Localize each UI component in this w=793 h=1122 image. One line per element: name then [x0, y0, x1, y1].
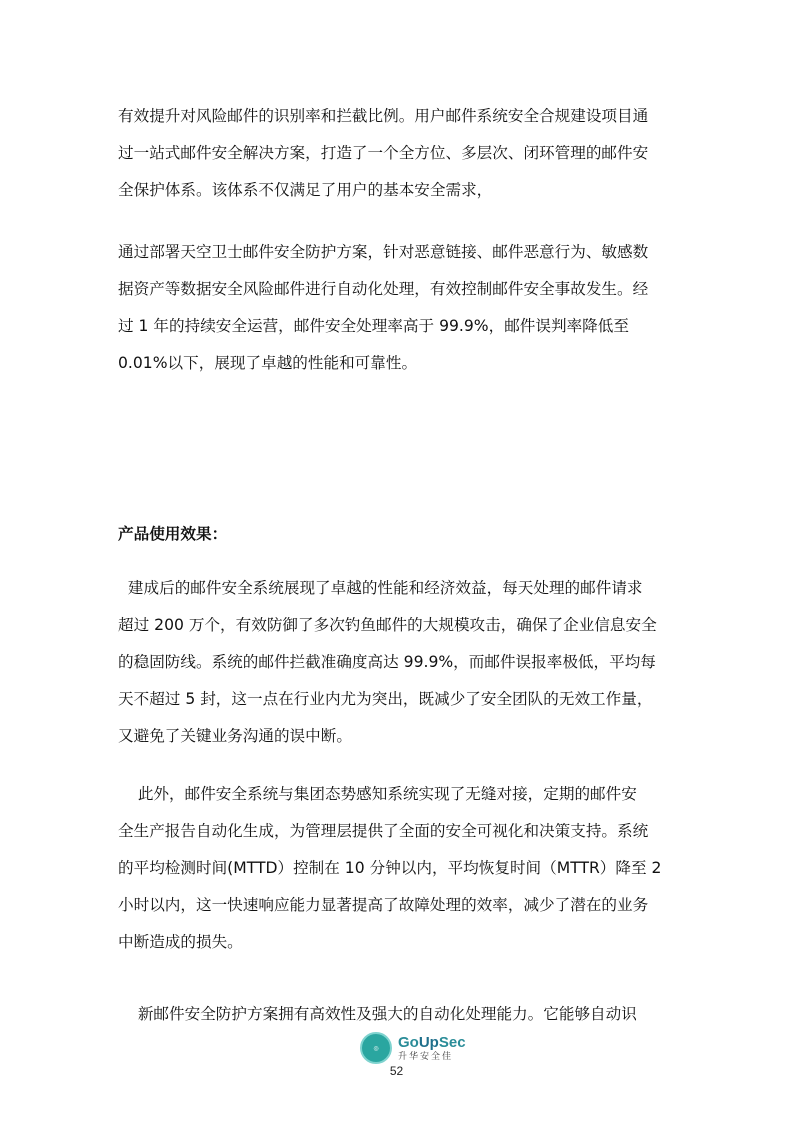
logo-brand: GoUpSec [398, 1033, 466, 1051]
logo-text [398, 1035, 466, 1062]
text-line: 新邮件安全防护方案拥有高效性及强大的自动化处理能力。它能够自动识 [118, 1005, 637, 1023]
text-line: 有效提升对风险邮件的识别率和拦截比例。用户邮件系统安全合规建设项目通 [118, 107, 649, 125]
paragraph-integration [118, 776, 678, 961]
text-line: 的稳固防线。系统的邮件拦截准确度高达 99.9%，而邮件误报率极低，平均每 [118, 653, 656, 671]
text-line: 天不超过 5 封，这一点在行业内尤为突出，既减少了安全团队的无效工作量， [118, 690, 653, 708]
text-line: 过一站式邮件安全解决方案，打造了一个全方位、多层次、闭环管理的邮件安 [118, 144, 649, 162]
paragraph-intro [118, 98, 678, 209]
text-line: 全生产报告自动化生成，为管理层提供了全面的安全可视化和决策支持。系统 [118, 822, 649, 840]
text-line: 据资产等数据安全风险邮件进行自动化处理，有效控制邮件安全事故发生。经 [118, 280, 649, 298]
logo-subtitle: 升华安全佳 [398, 1051, 454, 1062]
paragraph-deployment [118, 234, 678, 382]
text-line: 的平均检测时间(MTTD）控制在 10 分钟以内，平均恢复时间（MTTR）降至 2 [118, 859, 662, 877]
text-line: 此外，邮件安全系统与集团态势感知系统实现了无缝对接，定期的邮件安 [118, 785, 637, 803]
goupsec-logo [360, 1030, 466, 1066]
text-line: 通过部署天空卫士邮件安全防护方案，针对恶意链接、邮件恶意行为、敏感数 [118, 243, 649, 261]
text-line: 又避免了关键业务沟通的误中断。 [118, 727, 352, 745]
text-line: 中断造成的损失。 [118, 933, 243, 951]
section-heading: 产品使用效果： [118, 525, 228, 543]
text-line: 全保护体系。该体系不仅满足了用户的基本安全需求， [118, 181, 493, 199]
logo-emblem-icon: ◎ [360, 1032, 392, 1064]
paragraph-new-solution [118, 996, 678, 1033]
text-line: 建成后的邮件安全系统展现了卓越的性能和经济效益，每天处理的邮件请求 [118, 579, 643, 597]
text-line: 超过 200 万个，有效防御了多次钓鱼邮件的大规模攻击，确保了企业信息安全 [118, 616, 657, 634]
paragraph-results [118, 570, 678, 755]
text-line: 0.01%以下，展现了卓越的性能和可靠性。 [118, 354, 418, 372]
text-line: 小时以内，这一快速响应能力显著提高了故障处理的效率，减少了潜在的业务 [118, 896, 649, 914]
page-number: 52 [389, 1064, 404, 1078]
text-line: 过 1 年的持续安全运营，邮件安全处理率高于 99.9%，邮件误判率降低至 [118, 317, 629, 335]
